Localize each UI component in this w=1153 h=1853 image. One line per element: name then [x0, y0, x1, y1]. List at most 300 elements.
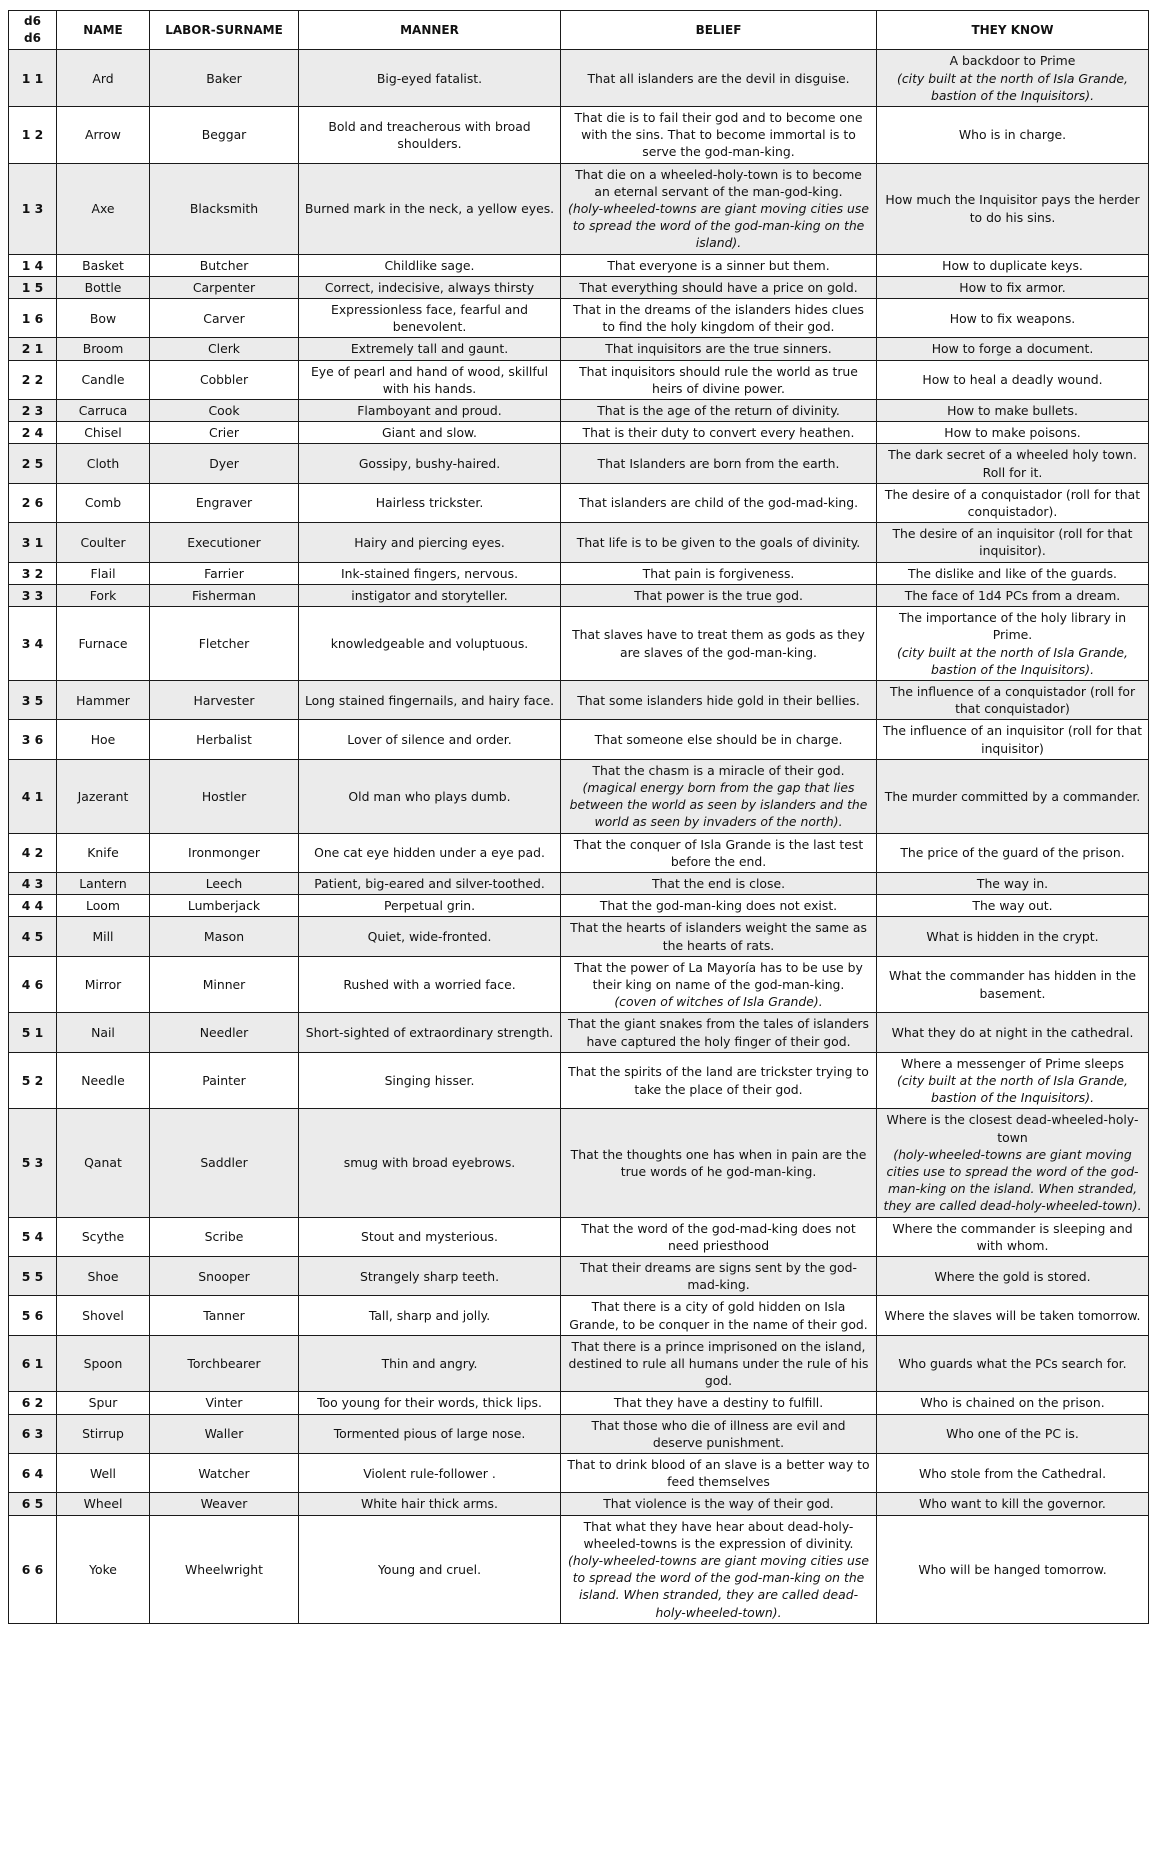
table-row — [9, 1493, 1149, 1515]
belief-cell — [561, 1454, 877, 1493]
they-know-cell — [877, 917, 1149, 956]
manner-cell-text: instigator and storyteller. — [351, 587, 508, 603]
labor-surname-cell — [150, 1013, 299, 1052]
dice-cell-text: 5 4 — [21, 1229, 44, 1245]
manner-cell-text: Stout and mysterious. — [361, 1229, 498, 1245]
dice-cell-text: 6 2 — [21, 1395, 44, 1411]
they-know-cell-text: What they do at night in the cathedral. — [891, 1024, 1134, 1040]
dice-cell — [9, 107, 57, 164]
name-cell-text: Arrow — [85, 127, 121, 143]
dice-cell-text: 4 4 — [21, 898, 44, 914]
header-belief: BELIEF — [561, 11, 877, 50]
table-row — [9, 1013, 1149, 1052]
labor-surname-cell-text: Beggar — [201, 127, 247, 143]
manner-cell-text: Correct, indecisive, always thirsty — [324, 279, 535, 295]
belief-cell-text: That the thoughts one has when in pain are the true words of he god-man-king. — [570, 1146, 867, 1179]
they-know-cell-text: Who stole from the Cathedral. — [918, 1465, 1107, 1481]
name-cell — [57, 107, 150, 164]
name-cell — [57, 1296, 150, 1335]
they-know-cell-text: The importance of the holy library in Prime. — [898, 610, 1127, 643]
belief-cell — [561, 338, 877, 360]
manner-cell-text: Gossipy, bushy-haired. — [358, 456, 501, 472]
belief-cell — [561, 523, 877, 562]
belief-cell-text: That pain is forgiveness. — [642, 565, 795, 581]
they-know-cell — [877, 1493, 1149, 1515]
labor-surname-cell — [150, 1515, 299, 1623]
they-know-cell — [877, 562, 1149, 584]
name-cell-text: Comb — [84, 495, 122, 511]
manner-cell — [299, 1052, 561, 1109]
table-row — [9, 1414, 1149, 1453]
belief-cell — [561, 360, 877, 399]
they-know-cell — [877, 720, 1149, 759]
labor-surname-cell-text: Cobbler — [199, 372, 249, 388]
belief-cell — [561, 1392, 877, 1414]
table-row — [9, 422, 1149, 444]
belief-cell — [561, 720, 877, 759]
manner-cell-text: Short-sighted of extraordinary strength. — [305, 1024, 554, 1040]
name-cell-text: Carruca — [78, 403, 128, 419]
dice-cell — [9, 917, 57, 956]
they-know-cell — [877, 163, 1149, 254]
labor-surname-cell-text: Watcher — [198, 1465, 250, 1481]
belief-cell-text: That in the dreams of the islanders hides clues to find the holy kingdom of their god. — [573, 302, 864, 335]
name-cell-text: Hammer — [76, 692, 130, 708]
labor-surname-cell — [150, 562, 299, 584]
dice-cell-text: 5 1 — [21, 1024, 44, 1040]
manner-cell — [299, 680, 561, 719]
labor-surname-cell-text: Baker — [206, 70, 242, 86]
name-cell — [57, 584, 150, 606]
belief-cell-text: That someone else should be in charge. — [594, 731, 843, 747]
labor-surname-cell-text: Lumberjack — [187, 898, 261, 914]
name-cell — [57, 1335, 150, 1392]
manner-cell-text: Hairless trickster. — [375, 495, 484, 511]
belief-cell — [561, 895, 877, 917]
labor-surname-cell-text: Tanner — [203, 1308, 245, 1323]
they-know-cell-text: The dark secret of a wheeled holy town. Roll for it. — [888, 447, 1137, 480]
name-cell — [57, 483, 150, 522]
name-cell-text: Well — [89, 1465, 117, 1481]
they-know-cell-text: How to make poisons. — [944, 425, 1081, 441]
they-know-cell — [877, 607, 1149, 681]
dice-cell-text: 2 3 — [21, 403, 44, 419]
belief-cell — [561, 1335, 877, 1392]
belief-cell — [561, 444, 877, 483]
labor-surname-cell-text: Vinter — [205, 1395, 243, 1411]
manner-cell — [299, 1414, 561, 1453]
belief-cell-text: That all islanders are the devil in disguise. — [587, 70, 850, 86]
belief-cell-text: That there is a city of gold hidden on Isla Grande, to be conquer in the name of their god. — [569, 1299, 868, 1332]
dice-cell-text: 1 2 — [21, 127, 44, 143]
header-labor-surname: LABOR-SURNAME — [150, 11, 299, 50]
labor-surname-cell — [150, 107, 299, 164]
dice-cell-text: 5 2 — [21, 1072, 44, 1088]
they-know-cell-text: Who is in charge. — [958, 127, 1067, 143]
belief-cell — [561, 759, 877, 833]
belief-cell — [561, 680, 877, 719]
labor-surname-cell-text: Needler — [199, 1024, 249, 1040]
they-know-cell — [877, 107, 1149, 164]
table-row — [9, 872, 1149, 894]
header-name: NAME — [57, 11, 150, 50]
dice-cell — [9, 680, 57, 719]
name-cell-text: Stirrup — [82, 1426, 124, 1442]
name-cell — [57, 523, 150, 562]
belief-cell-text: That those who die of illness are evil and deserve punishment. — [591, 1417, 846, 1450]
belief-cell-text: That the god-man-king does not exist. — [599, 898, 838, 914]
belief-cell-text: That some islanders hide gold in their bellies. — [577, 692, 860, 708]
labor-surname-cell — [150, 1454, 299, 1493]
name-cell-text: Mill — [92, 928, 114, 944]
belief-cell — [561, 917, 877, 956]
name-cell-text: Lantern — [79, 875, 127, 891]
manner-cell-text: Too young for their words, thick lips. — [317, 1395, 542, 1411]
table-row — [9, 1109, 1149, 1217]
they-know-cell-text: A backdoor to Prime — [949, 53, 1076, 69]
manner-cell — [299, 833, 561, 872]
they-know-cell — [877, 400, 1149, 422]
name-cell — [57, 607, 150, 681]
dice-cell — [9, 1454, 57, 1493]
labor-surname-cell — [150, 1493, 299, 1515]
they-know-cell — [877, 680, 1149, 719]
table-row — [9, 107, 1149, 164]
labor-surname-cell — [150, 1392, 299, 1414]
they-know-cell — [877, 956, 1149, 1013]
labor-surname-cell-text: Dyer — [209, 456, 239, 472]
dice-cell-text: 1 1 — [21, 70, 44, 86]
table-row — [9, 299, 1149, 338]
dice-cell-text: 6 4 — [21, 1465, 44, 1481]
they-know-cell — [877, 584, 1149, 606]
dice-cell-text: 6 6 — [21, 1561, 44, 1577]
name-cell — [57, 254, 150, 276]
belief-cell — [561, 1013, 877, 1052]
manner-cell-text: Tormented pious of large nose. — [333, 1426, 526, 1442]
manner-cell — [299, 422, 561, 444]
belief-cell — [561, 562, 877, 584]
manner-cell-text: Big-eyed fatalist. — [376, 70, 483, 86]
belief-cell-note: (magical energy born from the gap that lies between the world as seen by islanders and the world as seen by invaders of the north). — [569, 779, 868, 830]
they-know-cell-note: (holy-wheeled-towns are giant moving cities use to spread the word of the god-man-king on the island. When stranded, they are called dead-holy-wheeled-town). — [883, 1146, 1142, 1214]
name-cell-text: Mirror — [84, 976, 122, 992]
dice-cell-text: 6 5 — [21, 1496, 44, 1512]
belief-cell-text: That Islanders are born from the earth. — [597, 456, 840, 472]
they-know-cell-note: (city built at the north of Isla Grande, bastion of the Inquisitors). — [897, 1072, 1128, 1106]
table-row — [9, 759, 1149, 833]
labor-surname-cell — [150, 338, 299, 360]
dice-cell — [9, 956, 57, 1013]
table-row — [9, 1257, 1149, 1296]
manner-cell — [299, 107, 561, 164]
labor-surname-cell — [150, 1109, 299, 1217]
dice-cell — [9, 584, 57, 606]
they-know-cell — [877, 1052, 1149, 1109]
labor-surname-cell — [150, 254, 299, 276]
belief-cell-text: That what they have hear about dead-holy-wheeled-towns is the expression of divinity. — [583, 1518, 854, 1551]
labor-surname-cell-text: Farrier — [204, 565, 244, 581]
dice-cell — [9, 483, 57, 522]
name-cell — [57, 299, 150, 338]
dice-cell-text: 1 3 — [21, 201, 44, 217]
labor-surname-cell — [150, 680, 299, 719]
name-cell — [57, 360, 150, 399]
name-cell-text: Bow — [89, 310, 117, 326]
labor-surname-cell-text: Carpenter — [192, 279, 256, 295]
they-know-cell — [877, 895, 1149, 917]
belief-cell-text: That life is to be given to the goals of divinity. — [576, 534, 861, 550]
belief-cell — [561, 1052, 877, 1109]
they-know-cell-text: How to fix armor. — [959, 279, 1066, 295]
belief-cell-text: That inquisitors should rule the world as true heirs of divine power. — [579, 363, 858, 396]
name-cell — [57, 872, 150, 894]
belief-cell — [561, 483, 877, 522]
belief-cell-text: That is the age of the return of divinity. — [597, 403, 840, 419]
name-cell — [57, 1109, 150, 1217]
dice-cell — [9, 1515, 57, 1623]
manner-cell — [299, 895, 561, 917]
name-cell — [57, 163, 150, 254]
name-cell — [57, 895, 150, 917]
table-row — [9, 917, 1149, 956]
they-know-cell — [877, 1515, 1149, 1623]
they-know-cell-text: How to forge a document. — [931, 341, 1094, 357]
they-know-cell-text: Who is chained on the prison. — [920, 1395, 1105, 1411]
table-row — [9, 720, 1149, 759]
manner-cell-text: White hair thick arms. — [361, 1496, 498, 1512]
manner-cell-text: Violent rule-follower . — [363, 1465, 496, 1481]
labor-surname-cell-text: Cook — [208, 403, 240, 419]
dice-cell — [9, 163, 57, 254]
dice-cell — [9, 1493, 57, 1515]
dice-cell-text: 4 2 — [21, 845, 44, 861]
they-know-cell — [877, 422, 1149, 444]
labor-surname-cell — [150, 895, 299, 917]
manner-cell — [299, 1335, 561, 1392]
manner-cell — [299, 956, 561, 1013]
name-cell-text: Spur — [88, 1395, 118, 1411]
dice-cell — [9, 1109, 57, 1217]
dice-cell — [9, 254, 57, 276]
they-know-cell — [877, 759, 1149, 833]
table-row — [9, 1335, 1149, 1392]
labor-surname-cell-text: Fletcher — [198, 635, 250, 651]
table-row — [9, 1296, 1149, 1335]
they-know-cell — [877, 1109, 1149, 1217]
name-cell — [57, 1217, 150, 1256]
they-know-cell — [877, 276, 1149, 298]
they-know-cell-text: How to duplicate keys. — [942, 257, 1083, 273]
name-cell-text: Coulter — [80, 534, 126, 550]
manner-cell-text: knowledgeable and voluptuous. — [330, 635, 529, 651]
labor-surname-cell-text: Carver — [203, 310, 245, 326]
dice-cell — [9, 1013, 57, 1052]
table-row — [9, 360, 1149, 399]
labor-surname-cell-text: Scribe — [204, 1229, 244, 1245]
manner-cell-text: Eye of pearl and hand of wood, skillful with his hands. — [310, 363, 549, 396]
labor-surname-cell-text: Herbalist — [196, 731, 252, 747]
dice-cell — [9, 833, 57, 872]
name-cell-text: Spoon — [83, 1356, 123, 1372]
manner-cell — [299, 163, 561, 254]
labor-surname-cell — [150, 276, 299, 298]
labor-surname-cell-text: Torchbearer — [187, 1356, 261, 1372]
labor-surname-cell — [150, 833, 299, 872]
they-know-cell — [877, 360, 1149, 399]
name-cell-text: Bottle — [84, 279, 122, 295]
header-they-know: THEY KNOW — [877, 11, 1149, 50]
belief-cell — [561, 833, 877, 872]
dice-cell-text: 3 4 — [21, 635, 44, 651]
dice-cell — [9, 400, 57, 422]
labor-surname-cell — [150, 956, 299, 1013]
name-cell-text: Loom — [86, 898, 120, 914]
name-cell — [57, 1515, 150, 1623]
name-cell-text: Knife — [87, 845, 119, 861]
belief-cell-note: (coven of witches of Isla Grande). — [614, 994, 823, 1010]
dice-cell-text: 3 1 — [21, 534, 44, 550]
name-cell-text: Shovel — [82, 1308, 124, 1323]
manner-cell — [299, 523, 561, 562]
labor-surname-cell-text: Fisherman — [192, 587, 256, 603]
labor-surname-cell — [150, 1296, 299, 1335]
manner-cell — [299, 360, 561, 399]
manner-cell-text: Singing hisser. — [384, 1072, 475, 1088]
belief-cell-text: That die is to fail their god and to become one with the sins. That to become immortal is to serve the god-man-king. — [574, 110, 863, 160]
dice-cell — [9, 759, 57, 833]
name-cell — [57, 276, 150, 298]
they-know-cell-text: The desire of a conquistador (roll for that conquistador). — [884, 486, 1141, 520]
manner-cell-text: Long stained fingernails, and hairy face. — [304, 692, 555, 708]
belief-cell-text: That islanders are child of the god-mad-king. — [578, 495, 859, 511]
table-row — [9, 895, 1149, 917]
they-know-cell-text: The influence of an inquisitor (roll for that inquisitor) — [882, 723, 1143, 756]
dice-cell-text: 2 4 — [21, 425, 44, 441]
npc-table — [8, 10, 1149, 1624]
they-know-cell-text: Where the commander is sleeping and with whom. — [892, 1220, 1133, 1253]
dice-cell-text: 4 5 — [21, 928, 44, 944]
they-know-cell — [877, 338, 1149, 360]
manner-cell-text: Quiet, wide-fronted. — [367, 928, 492, 944]
belief-cell-text: That is their duty to convert every heathen. — [582, 425, 855, 441]
labor-surname-cell — [150, 422, 299, 444]
belief-cell — [561, 1296, 877, 1335]
table-row — [9, 254, 1149, 276]
dice-cell — [9, 523, 57, 562]
name-cell-text: Nail — [91, 1024, 115, 1040]
they-know-cell — [877, 1335, 1149, 1392]
they-know-cell — [877, 254, 1149, 276]
manner-cell — [299, 759, 561, 833]
name-cell — [57, 1414, 150, 1453]
manner-cell-text: Ink-stained fingers, nervous. — [340, 565, 519, 581]
manner-cell — [299, 607, 561, 681]
belief-cell-text: That violence is the way of their god. — [603, 1496, 834, 1512]
table-row — [9, 956, 1149, 1013]
table-row — [9, 523, 1149, 562]
belief-cell-text: That the hearts of islanders weight the same as the hearts of rats. — [570, 920, 867, 953]
manner-cell-text: Young and cruel. — [377, 1561, 482, 1577]
table-body — [9, 50, 1149, 1623]
dice-cell-text: 6 3 — [21, 1426, 44, 1442]
labor-surname-cell — [150, 360, 299, 399]
belief-cell-text: That their dreams are signs sent by the god-mad-king. — [580, 1260, 857, 1293]
name-cell — [57, 1013, 150, 1052]
table-header — [9, 11, 1149, 50]
dice-cell — [9, 1217, 57, 1256]
labor-surname-cell — [150, 483, 299, 522]
belief-cell-text: That everyone is a sinner but them. — [607, 257, 830, 273]
name-cell-text: Qanat — [84, 1155, 122, 1171]
name-cell — [57, 1392, 150, 1414]
labor-surname-cell-text: Leech — [205, 875, 243, 891]
manner-cell-text: Burned mark in the neck, a yellow eyes. — [304, 201, 555, 217]
belief-cell — [561, 956, 877, 1013]
manner-cell — [299, 1515, 561, 1623]
manner-cell — [299, 338, 561, 360]
labor-surname-cell-text: Ironmonger — [188, 845, 260, 861]
dice-cell — [9, 276, 57, 298]
dice-cell — [9, 360, 57, 399]
name-cell-text: Wheel — [83, 1496, 123, 1512]
they-know-cell — [877, 1414, 1149, 1453]
they-know-cell — [877, 1392, 1149, 1414]
dice-cell-text: 6 1 — [21, 1356, 44, 1372]
belief-cell — [561, 50, 877, 107]
belief-cell — [561, 1109, 877, 1217]
name-cell — [57, 562, 150, 584]
labor-surname-cell-text: Saddler — [200, 1155, 248, 1171]
name-cell-text: Flail — [90, 565, 116, 581]
table-row — [9, 276, 1149, 298]
labor-surname-cell — [150, 1335, 299, 1392]
belief-cell-note: (holy-wheeled-towns are giant moving cities use to spread the word of the god-man-king on the island). — [568, 201, 869, 251]
they-know-cell-text: The influence of a conquistador (roll for that conquistador) — [889, 683, 1136, 717]
they-know-cell — [877, 299, 1149, 338]
name-cell — [57, 833, 150, 872]
belief-cell-text: That power is the true god. — [634, 587, 803, 603]
name-cell — [57, 759, 150, 833]
manner-cell-text: One cat eye hidden under a eye pad. — [314, 845, 545, 861]
dice-cell-text: 3 3 — [21, 587, 44, 603]
manner-cell — [299, 1493, 561, 1515]
manner-cell-text: Perpetual grin. — [383, 898, 476, 914]
manner-cell-text: Patient, big-eared and silver-toothed. — [314, 875, 545, 891]
belief-cell-text: That the spirits of the land are trickster trying to take the place of their god. — [568, 1064, 869, 1097]
name-cell — [57, 1052, 150, 1109]
labor-surname-cell-text: Hostler — [201, 788, 247, 804]
belief-cell — [561, 1414, 877, 1453]
they-know-cell-text: The way out. — [972, 898, 1053, 914]
header-row — [9, 11, 1149, 50]
they-know-cell-text: The way in. — [976, 875, 1049, 891]
they-know-cell-text: The face of 1d4 PCs from a dream. — [904, 587, 1121, 603]
manner-cell — [299, 444, 561, 483]
labor-surname-cell — [150, 872, 299, 894]
they-know-cell-text: How to heal a deadly wound. — [922, 372, 1103, 388]
dice-cell — [9, 422, 57, 444]
they-know-cell-text: The murder committed by a commander. — [884, 788, 1141, 804]
they-know-cell-text: Who want to kill the governor. — [919, 1496, 1106, 1512]
dice-cell — [9, 1414, 57, 1453]
table-row — [9, 1217, 1149, 1256]
table-row — [9, 584, 1149, 606]
manner-cell — [299, 1257, 561, 1296]
they-know-cell-text: The price of the guard of the prison. — [900, 845, 1125, 861]
they-know-cell-text: Where is the closest dead-wheeled-holy-town — [886, 1112, 1139, 1145]
they-know-cell-text: How to make bullets. — [947, 403, 1078, 419]
